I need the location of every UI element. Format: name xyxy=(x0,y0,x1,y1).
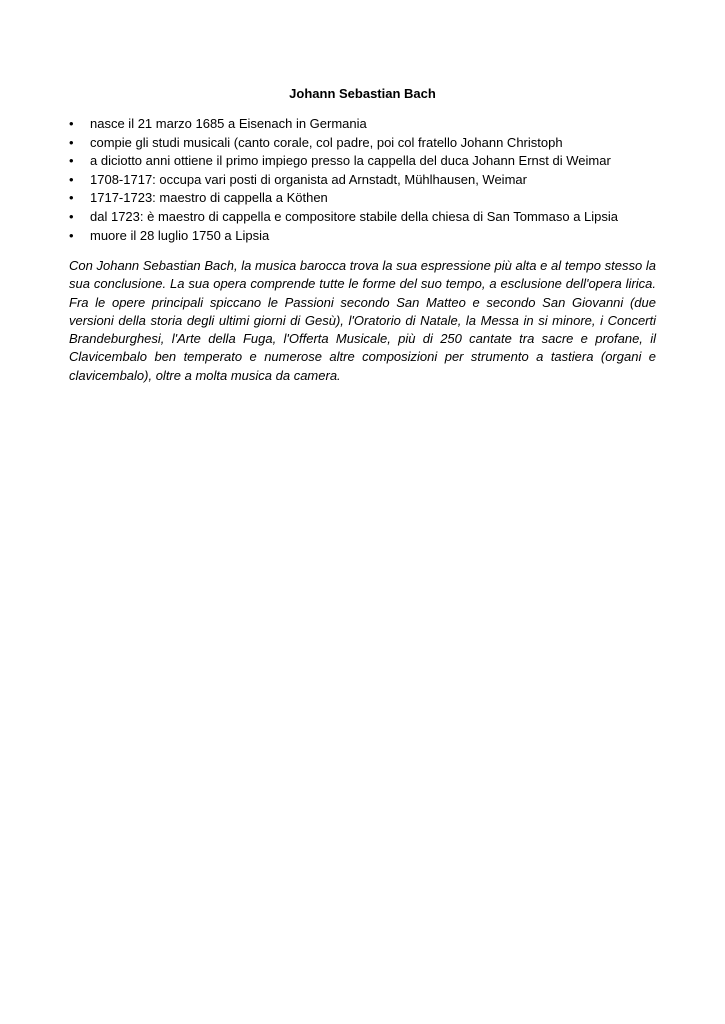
list-item: • 1717-1723: maestro di cappella a Köthen xyxy=(68,189,668,208)
list-item: • dal 1723: è maestro di cappella e compositore stabile della chiesa di San Tommaso a Lipsia xyxy=(68,208,668,227)
list-item: • muore il 28 luglio 1750 a Lipsia xyxy=(68,227,668,246)
list-item: • compie gli studi musicali (canto corale, col padre, poi col fratello Johann Christoph xyxy=(68,134,668,153)
document-title: Johann Sebastian Bach xyxy=(289,86,436,101)
biography-facts-list xyxy=(68,115,668,245)
list-item: • nasce il 21 marzo 1685 a Eisenach in Germania xyxy=(68,115,668,134)
description-paragraph: Con Johann Sebastian Bach, la musica barocca trova la sua espressione più alta e al tempo stesso la sua conclusione. La sua opera comprende tutte le forme del suo tempo, a esclusione dell'opera lirica. Fra le opere principali spiccano le Passioni secondo San Matteo e secondo San Giovanni (due versioni della storia degli ultimi giorni di Gesù), l'Oratorio di Natale, la Messa in si minore, i Concerti Brandeburghesi, l'Arte della Fuga, l'Offerta Musicale, più di 250 cantate tra sacre e profane, il Clavicembalo ben temperato e numerose altre composizioni per strumento a tastiera (organi e clavicembalo), oltre a molta musica da camera. xyxy=(69,258,656,383)
list-item: • a diciotto anni ottiene il primo impiego presso la cappella del duca Johann Ernst di Weimar xyxy=(68,152,668,171)
list-item: • 1708-1717: occupa vari posti di organista ad Arnstadt, Mühlhausen, Weimar xyxy=(68,171,668,190)
